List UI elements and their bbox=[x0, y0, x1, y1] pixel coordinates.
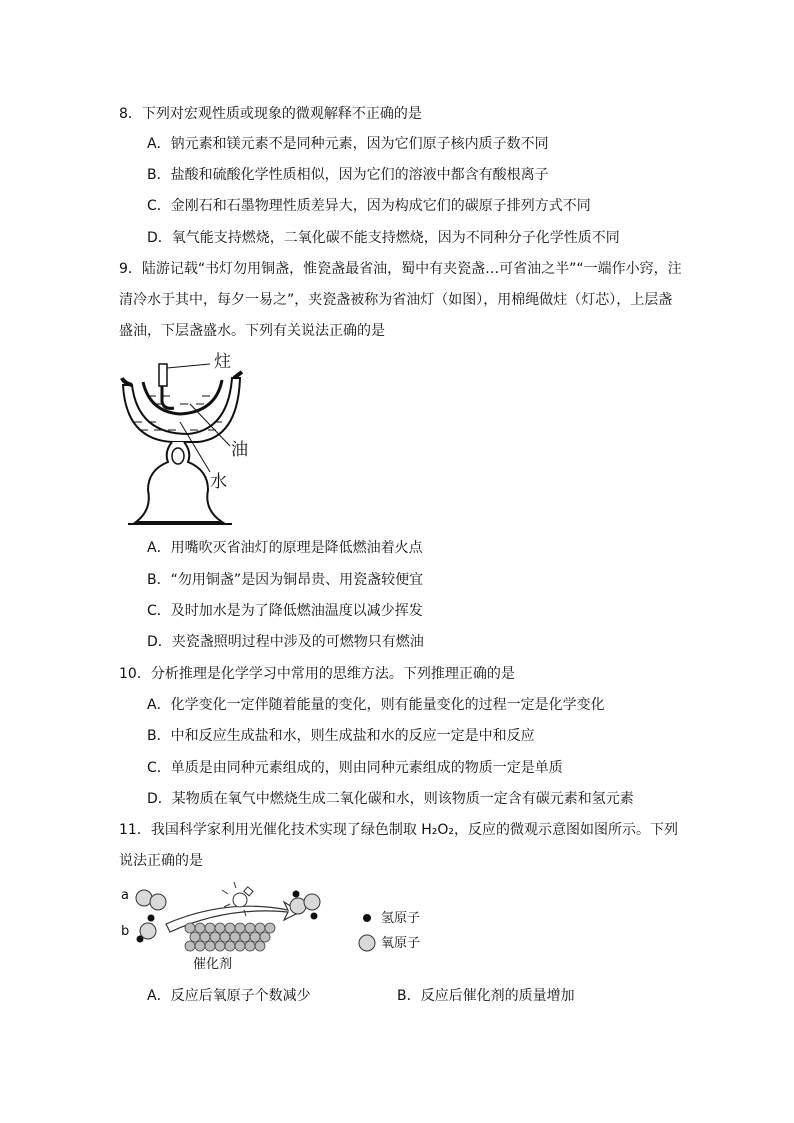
q9-option-d: D．夹瓷盏照明过程中涉及的可燃物只有燃油 bbox=[147, 634, 424, 650]
q8-option-a: A．钠元素和镁元素不是同种元素，因为它们原子核内质子数不同 bbox=[147, 136, 549, 152]
figure-label-wick: 炷 bbox=[214, 352, 231, 372]
legend-o-atom: 氧原子 bbox=[381, 936, 421, 951]
legend-h-atom: 氢原子 bbox=[381, 911, 421, 926]
q9-stem-line1: 9．陆游记载“书灯勿用铜盏，惟瓷盏最省油，蜀中有夹瓷盏…可省油之半”“一端作小窍，注 bbox=[119, 261, 682, 277]
diagram-label-a: a bbox=[121, 888, 129, 903]
q11-stem-line2: 说法正确的是 bbox=[119, 853, 203, 869]
q8-option-d: D．氧气能支持燃烧，二氧化碳不能支持燃烧，因为不同种分子化学性质不同 bbox=[147, 230, 620, 246]
q10-option-d: D．某物质在氧气中燃烧生成二氧化碳和水，则该物质一定含有碳元素和氢元素 bbox=[147, 791, 634, 807]
q11-option-a: A．反应后氧原子个数减少 bbox=[147, 988, 311, 1004]
q11-stem-line1: 11．我国科学家利用光催化技术实现了绿色制取 H₂O₂，反应的微观示意图如图所示。下列 bbox=[119, 822, 679, 838]
figure-label-water: 水 bbox=[210, 472, 227, 492]
diagram-label-b: b bbox=[121, 924, 130, 939]
diagram-label-catalyst: 催化剂 bbox=[193, 957, 233, 972]
q10-option-b: B．中和反应生成盐和水，则生成盐和水的反应一定是中和反应 bbox=[147, 728, 535, 744]
q9-stem-line2: 清冷水于其中，每夕一易之”，夹瓷盏被称为省油灯（如图），用棉绳做炷（灯芯），上层盏 bbox=[119, 292, 673, 308]
q9-stem-line3: 盛油，下层盏盛水。下列有关说法正确的是 bbox=[119, 323, 385, 339]
q9-option-b: B．“勿用铜盏”是因为铜昂贵、用瓷盏较便宜 bbox=[147, 572, 424, 588]
q9-option-c: C．及时加水是为了降低燃油温度以减少挥发 bbox=[147, 603, 423, 619]
photocatalysis-diagram bbox=[118, 880, 348, 975]
q11-option-b: B．反应后催化剂的质量增加 bbox=[397, 988, 575, 1004]
oil-lamp-figure bbox=[118, 350, 258, 528]
q10-option-c: C．单质是由同种元素组成的，则由同种元素组成的物质一定是单质 bbox=[147, 760, 563, 776]
figure-label-oil: 油 bbox=[231, 440, 248, 460]
q8-option-c: C．金刚石和石墨物理性质差异大，因为构成它们的碳原子排列方式不同 bbox=[147, 198, 591, 214]
q8-option-b: B．盐酸和硫酸化学性质相似，因为它们的溶液中都含有酸根离子 bbox=[147, 167, 549, 183]
q8-stem: 8．下列对宏观性质或现象的微观解释不正确的是 bbox=[119, 106, 422, 122]
q9-option-a: A．用嘴吹灭省油灯的原理是降低燃油着火点 bbox=[147, 540, 423, 556]
legend-symbols bbox=[355, 910, 379, 956]
q10-option-a: A．化学变化一定伴随着能量的变化，则有能量变化的过程一定是化学变化 bbox=[147, 697, 605, 713]
q10-stem: 10．分析推理是化学学习中常用的思维方法。下列推理正确的是 bbox=[119, 666, 515, 682]
